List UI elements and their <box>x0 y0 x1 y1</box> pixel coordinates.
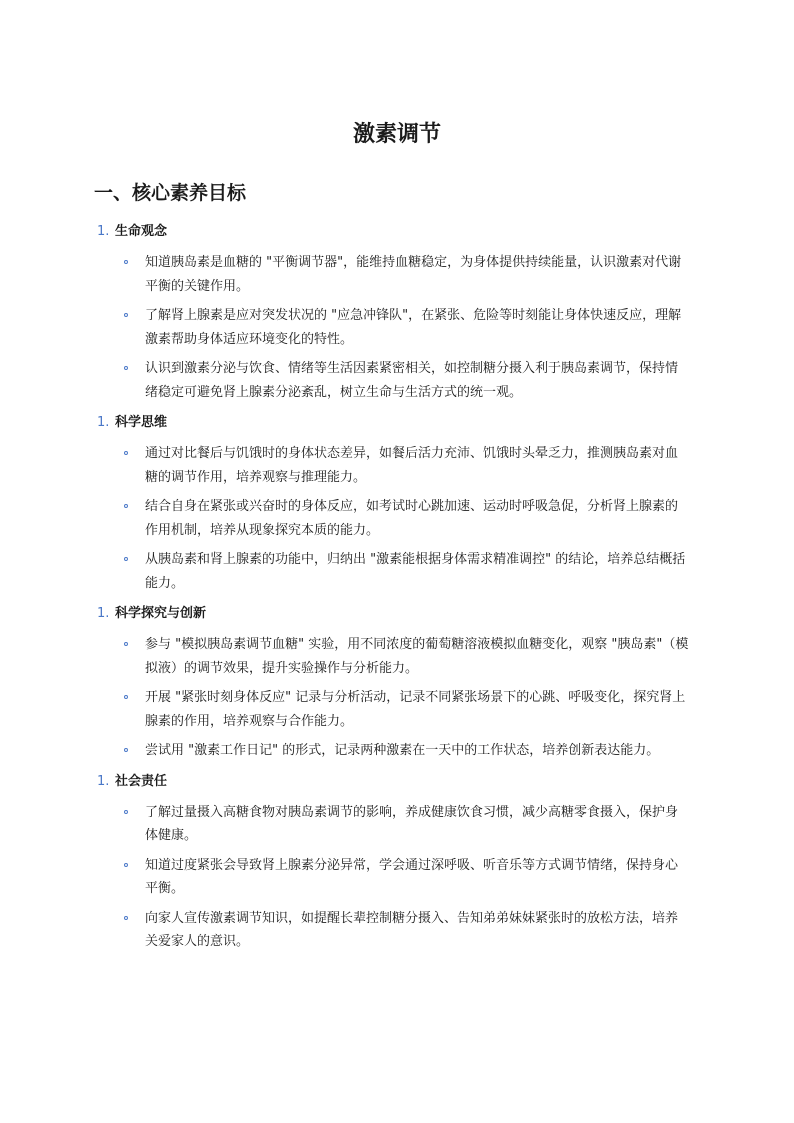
list-item <box>0 633 690 680</box>
bullet-icon <box>124 504 128 508</box>
bullet-icon <box>124 810 128 814</box>
group-title-text: 科学探究与创新 <box>115 606 207 621</box>
list-item-text: 向家人宣传激素调节知识，如提醒长辈控制糖分摄入、告知弟弟妹妹紧张时的放松方法，培养关爱家人的意识。 <box>145 910 679 949</box>
list-number: 1. <box>97 773 110 789</box>
bullet-icon <box>124 313 128 317</box>
list-item <box>0 357 690 404</box>
list-item <box>0 548 690 595</box>
bullet-icon <box>124 557 128 561</box>
group-title-text: 生命观念 <box>115 224 168 239</box>
list-item-text: 认识到激素分泌与饮食、情绪等生活因素紧密相关，如控制糖分摄入利于胰岛素调节，保持情绪稳定可避免肾上腺素分泌紊乱，树立生命与生活方式的统一观。 <box>145 361 679 400</box>
list-item-text: 了解肾上腺素是应对突发状况的 "应急冲锋队"，在紧张、危险等时刻能让身体快速反应，理解激素帮助身体适应环境变化的特性。 <box>145 308 682 347</box>
list-item-text: 开展 "紧张时刻身体反应" 记录与分析活动，记录不同紧张场景下的心跳、呼吸变化，探究肾上腺素的作用，培养观察与合作能力。 <box>145 690 686 729</box>
objective-group-scientific-thinking <box>0 410 794 595</box>
list-item-text: 参与 "模拟胰岛素调节血糖" 实验，用不同浓度的葡萄糖溶液模拟血糖变化，观察 "胰岛素"（模拟液）的调节效果，提升实验操作与分析能力。 <box>145 637 689 676</box>
objective-group-life-concept <box>0 219 794 404</box>
bullet-icon <box>124 916 128 920</box>
list-item-text: 知道胰岛素是血糖的 "平衡调节器"，能维持血糖稳定，为身体提供持续能量，认识激素对代谢平衡的关键作用。 <box>145 255 682 294</box>
list-item <box>0 854 690 901</box>
bullet-icon <box>124 642 128 646</box>
list-item <box>0 251 690 298</box>
objective-group-inquiry-innovation <box>0 601 794 763</box>
bullet-list <box>0 442 794 595</box>
list-item <box>0 442 690 489</box>
group-title-text: 社会责任 <box>115 773 168 789</box>
section-heading: 一、核心素养目标 <box>94 182 247 204</box>
document-title: 激素调节 <box>352 122 441 147</box>
bullet-list <box>0 801 794 954</box>
list-item-text: 结合自身在紧张或兴奋时的身体反应，如考试时心跳加速、运动时呼吸急促，分析肾上腺素的作用机制，培养从现象探究本质的能力。 <box>145 499 679 538</box>
bullet-icon <box>124 695 128 699</box>
list-item <box>0 801 690 848</box>
list-item <box>0 686 690 733</box>
group-title <box>0 219 794 245</box>
group-title <box>0 601 794 627</box>
list-number: 1. <box>97 224 110 239</box>
list-item-text: 从胰岛素和肾上腺素的功能中，归纳出 "激素能根据身体需求精准调控" 的结论，培养总结概括能力。 <box>145 552 686 591</box>
group-title <box>0 769 794 795</box>
bullet-icon <box>124 451 128 455</box>
bullet-list <box>0 633 794 763</box>
group-title <box>0 410 794 436</box>
list-item-text: 了解过量摄入高糖食物对胰岛素调节的影响，养成健康饮食习惯，减少高糖零食摄入，保护身体健康。 <box>145 804 679 843</box>
bullet-icon <box>124 260 128 264</box>
list-item <box>0 304 690 351</box>
objectives-content <box>0 219 794 960</box>
bullet-icon <box>124 863 128 867</box>
list-number: 1. <box>97 415 110 430</box>
bullet-icon <box>124 366 128 370</box>
objective-group-social-responsibility <box>0 769 794 954</box>
list-number: 1. <box>97 606 110 621</box>
bullet-list <box>0 251 794 404</box>
list-item <box>0 907 690 954</box>
list-item <box>0 495 690 542</box>
list-item-text: 知道过度紧张会导致肾上腺素分泌异常，学会通过深呼吸、听音乐等方式调节情绪，保持身心平衡。 <box>145 857 679 896</box>
bullet-icon <box>124 748 128 752</box>
group-title-text: 科学思维 <box>115 415 168 430</box>
list-item <box>0 739 690 763</box>
list-item-text: 尝试用 "激素工作日记" 的形式，记录两种激素在一天中的工作状态，培养创新表达能力。 <box>145 743 660 758</box>
list-item-text: 通过对比餐后与饥饿时的身体状态差异，如餐后活力充沛、饥饿时头晕乏力，推测胰岛素对血糖的调节作用，培养观察与推理能力。 <box>145 446 679 485</box>
